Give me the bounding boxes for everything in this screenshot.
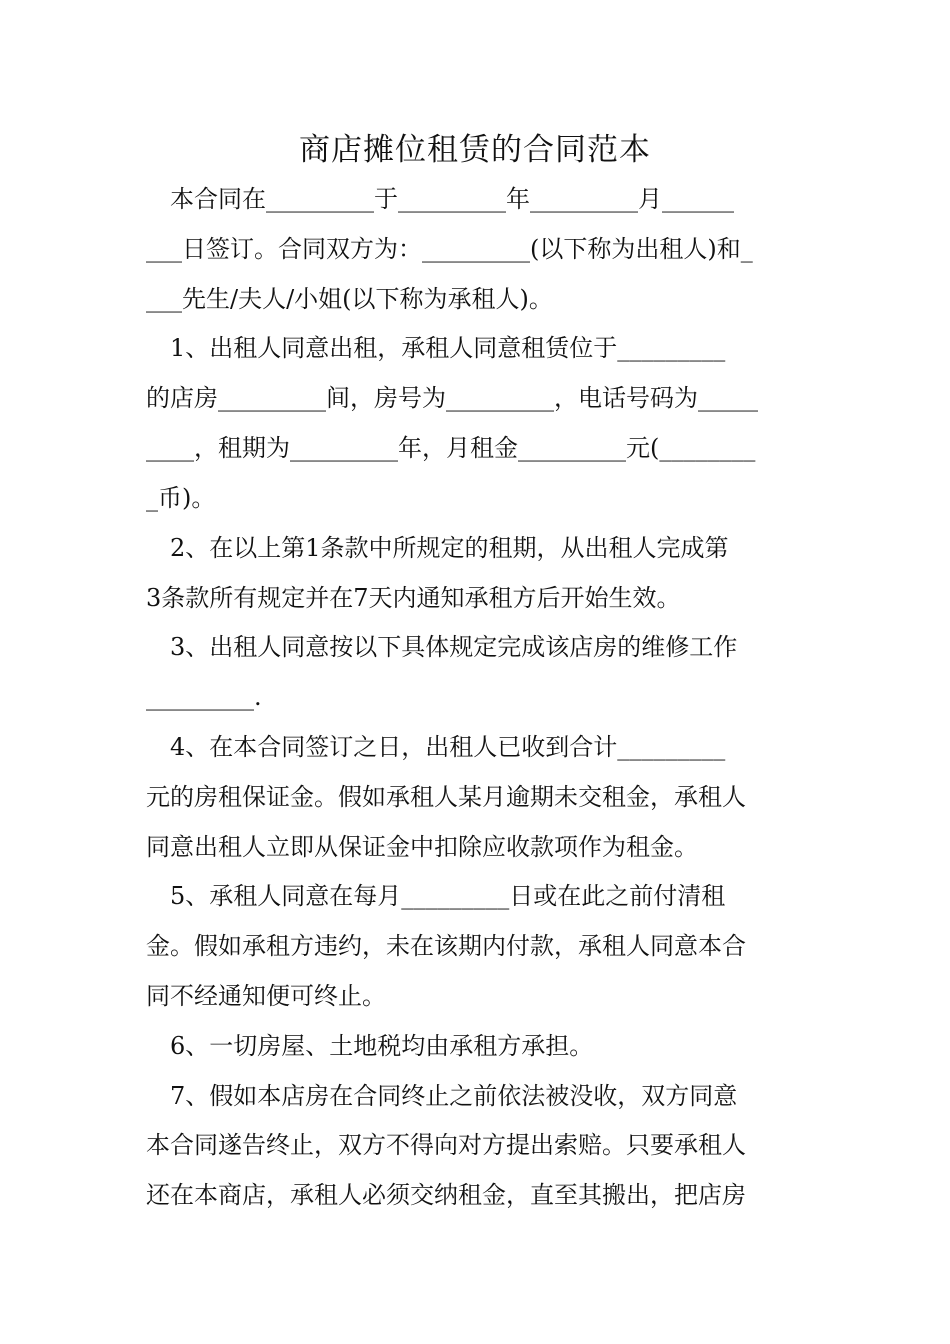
text-line-1: 本合同在_________于_________年_________月______ xyxy=(146,185,734,213)
text-line-17: 同不经通知便可终止。 xyxy=(146,982,386,1010)
text-line-10: 3、出租人同意按以下具体规定完成该店房的维修工作 xyxy=(146,633,738,661)
text-line-5: 的店房_________间，房号为_________，电话号码为_____ xyxy=(146,384,758,412)
text-line-12: 4、在本合同签订之日，出租人已收到合计_________ xyxy=(146,733,726,761)
text-line-3: ___先生/夫人/小姐(以下称为承租人)。 xyxy=(146,285,553,313)
text-line-18: 6、一切房屋、土地税均由承租方承担。 xyxy=(146,1032,594,1060)
text-line-6: ____，租期为_________年，月租金_________元(________ xyxy=(146,434,756,462)
text-line-14: 同意出租人立即从保证金中扣除应收款项作为租金。 xyxy=(146,833,698,861)
text-line-7: _币)。 xyxy=(146,484,216,512)
text-line-20: 本合同遂告终止，双方不得向对方提出索赔。只要承租人 xyxy=(146,1131,746,1159)
text-line-2: ___日签订。合同双方为：_________(以下称为出租人)和_ xyxy=(146,235,753,263)
text-line-19: 7、假如本店房在合同终止之前依法被没收，双方同意 xyxy=(146,1082,738,1110)
text-line-11: _________. xyxy=(146,683,262,711)
text-line-13: 元的房租保证金。假如承租人某月逾期未交租金，承租人 xyxy=(146,783,746,811)
text-line-16: 金。假如承租方违约，未在该期内付款，承租人同意本合 xyxy=(146,932,746,960)
text-line-15: 5、承租人同意在每月_________日或在此之前付清租 xyxy=(146,882,726,910)
text-line-9: 3条款所有规定并在7天内通知承租方后开始生效。 xyxy=(146,584,681,612)
text-line-4: 1、出租人同意出租，承租人同意租赁位于_________ xyxy=(146,334,726,362)
text-line-8: 2、在以上第1条款中所规定的租期，从出租人完成第 xyxy=(146,534,729,562)
document-title: 商店摊位租赁的合同范本 xyxy=(299,132,651,168)
text-line-21: 还在本商店，承租人必须交纳租金，直至其搬出，把店房 xyxy=(146,1181,746,1209)
